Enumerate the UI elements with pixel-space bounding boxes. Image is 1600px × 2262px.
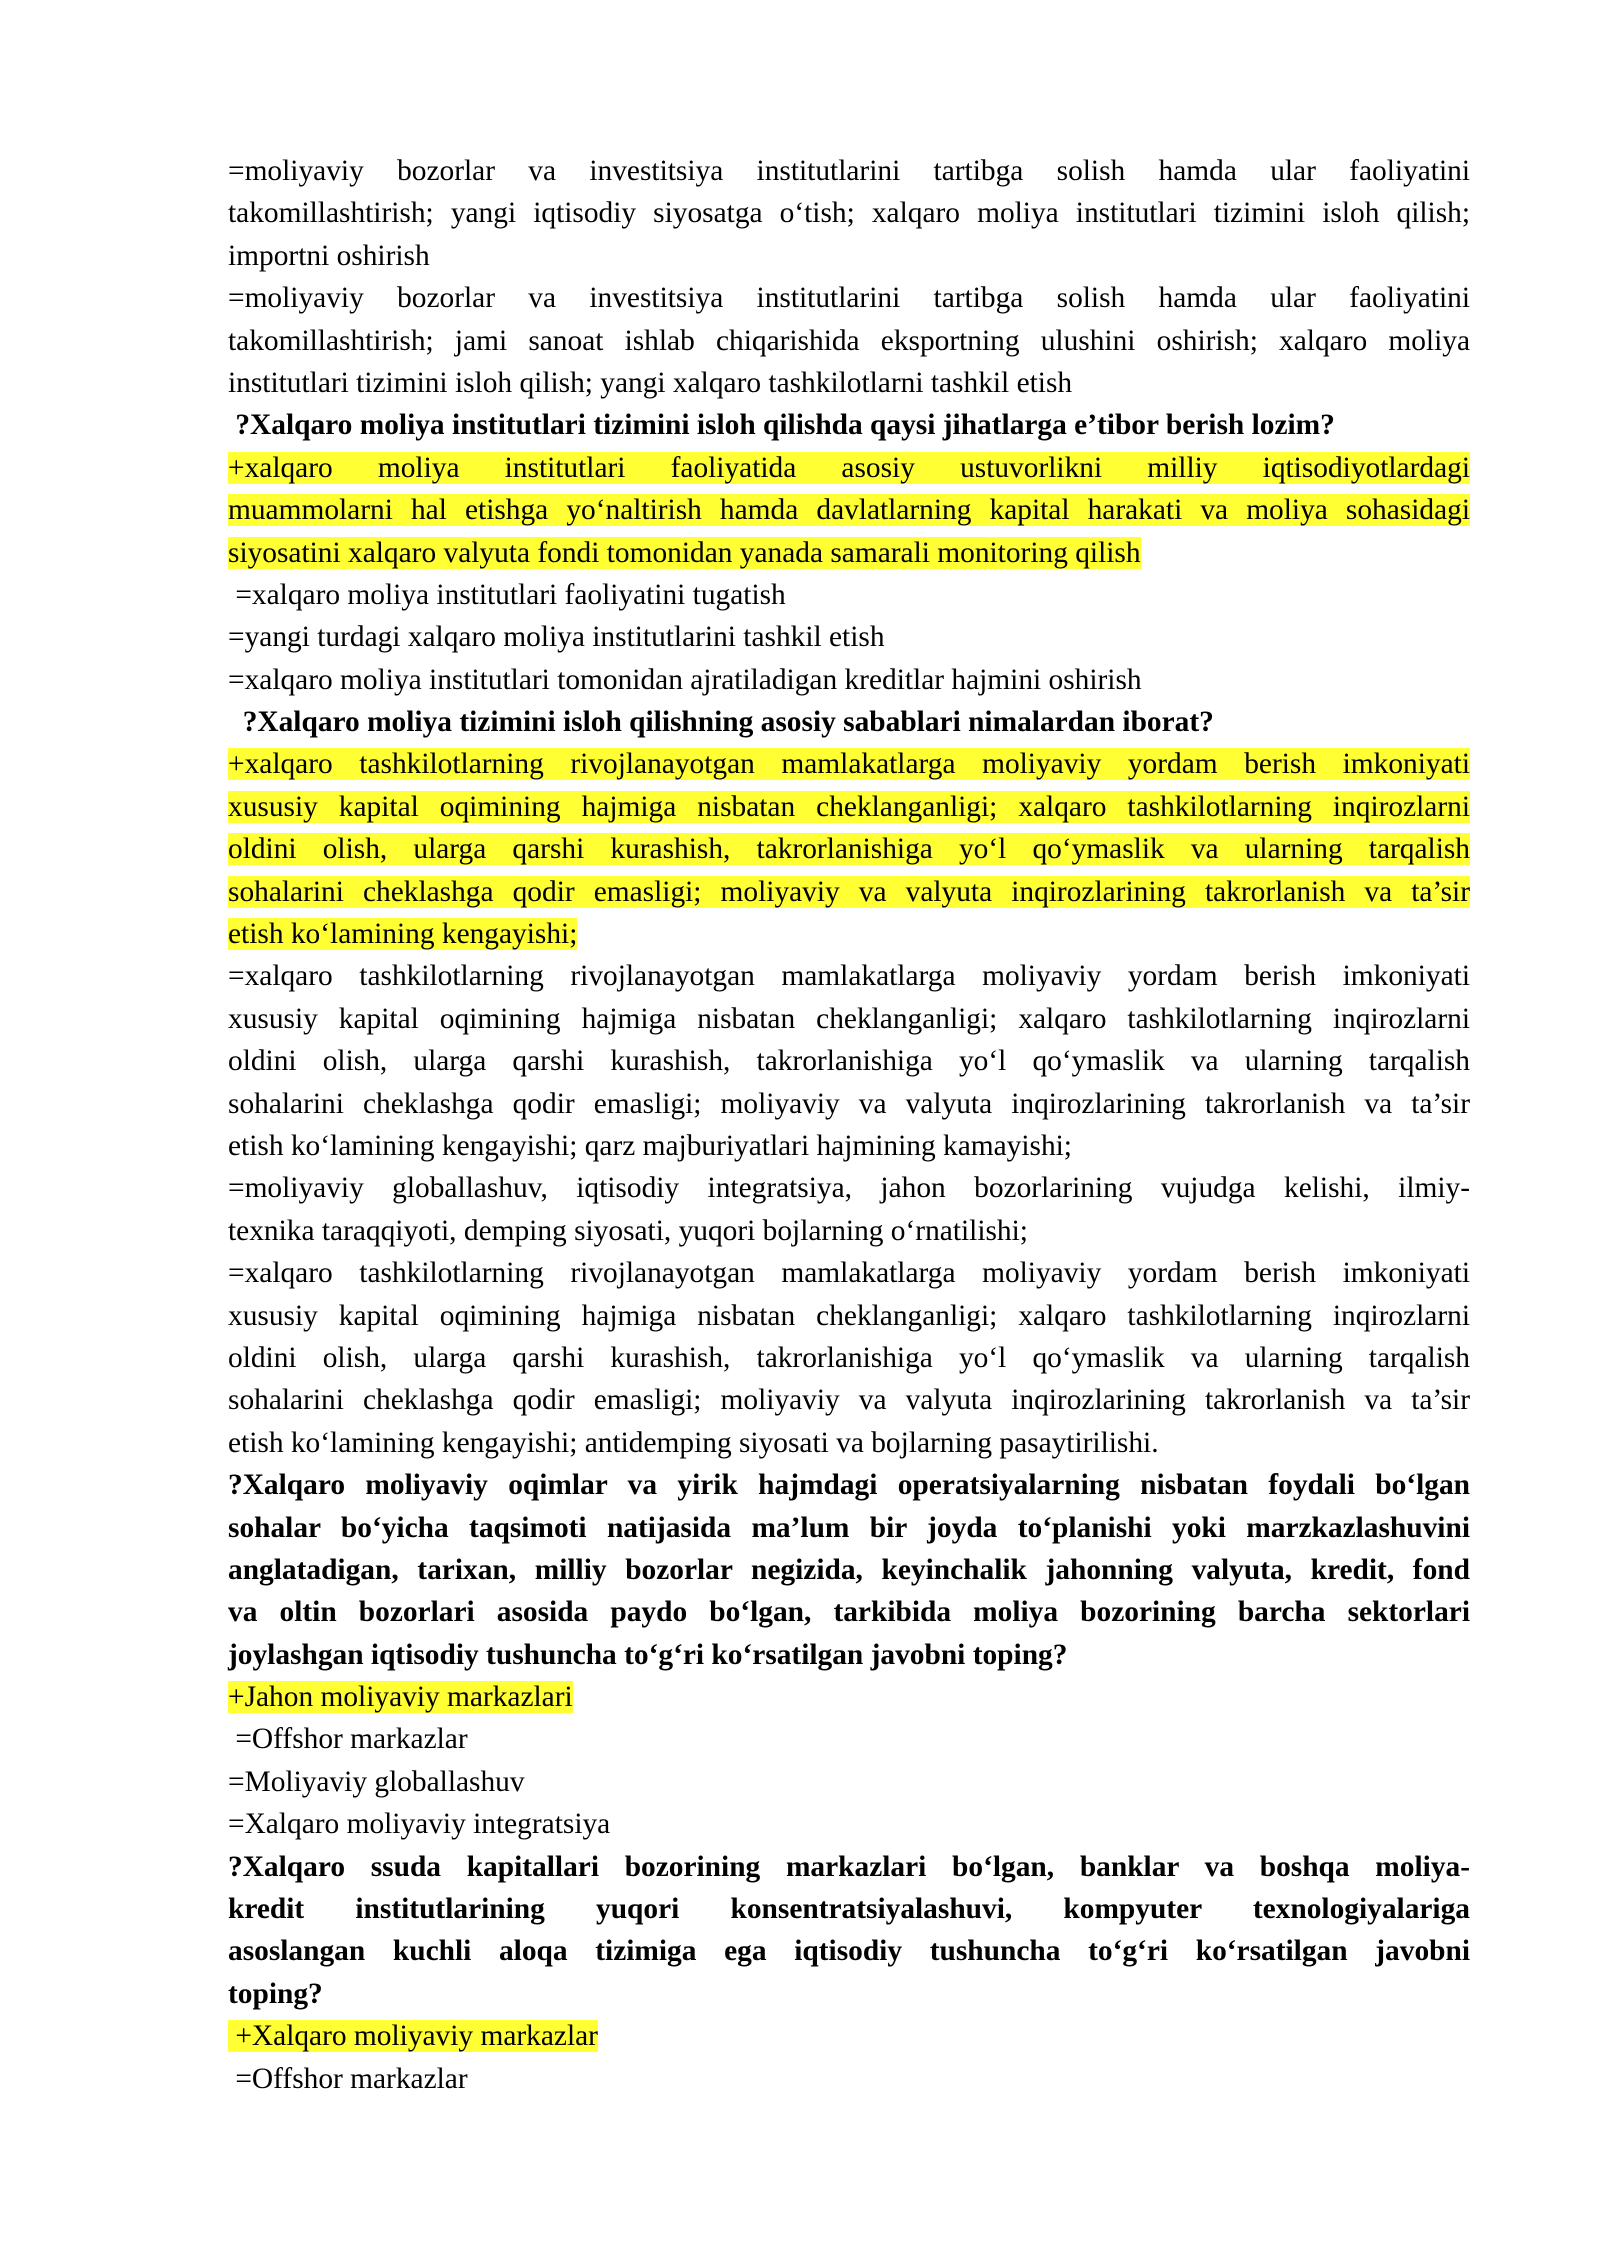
line-text: =moliyaviy globallashuv, iqtisodiy integratsiya, jahon bozorlarining vujudga kelishi, ilmiy-	[228, 1172, 1470, 1205]
line-text: toping?	[228, 1977, 323, 2010]
correct-answer-line	[228, 1676, 1470, 1718]
answer-line	[228, 574, 1470, 616]
answer-line	[228, 616, 1470, 658]
highlighted-text: +Jahon moliyaviy markazlari	[228, 1681, 573, 1714]
line-text: =xalqaro moliya institutlari faoliyatini tugatish	[228, 578, 786, 611]
correct-answer-line	[228, 913, 1470, 955]
line-text: importni oshirish	[228, 239, 430, 272]
line-text: oldini olish, ularga qarshi kurashish, takrorlanishiga yo‘l qo‘ymaslik va ularning tarqalish	[228, 1341, 1470, 1374]
highlighted-text: sohalarini cheklashga qodir emasligi; moliyaviy va valyuta inqirozlarining takrorlanish va ta’sir	[228, 875, 1470, 908]
question-line	[228, 404, 1470, 446]
line-text: anglatadigan, tarixan, milliy bozorlar negizida, keyinchalik jahonning valyuta, kredit, fond	[228, 1553, 1470, 1586]
line-text: =Offshor markazlar	[228, 1723, 468, 1756]
line-text: =moliyaviy bozorlar va investitsiya institutlarini tartibga solish hamda ular faoliyatini	[228, 155, 1470, 187]
answer-line	[228, 2058, 1470, 2100]
answer-line	[228, 1761, 1470, 1803]
answer-line	[228, 1379, 1470, 1421]
line-text: ?Xalqaro moliya tizimini isloh qilishning asosiy sabablari nimalardan iborat?	[228, 706, 1214, 739]
highlighted-text: siyosatini xalqaro valyuta fondi tomonidan yanada samarali monitoring qilish	[228, 536, 1141, 569]
answer-line	[228, 998, 1470, 1040]
answer-line	[228, 1718, 1470, 1760]
line-text: etish ko‘lamining kengayishi; qarz majburiyatlari hajmining kamayishi;	[228, 1129, 1072, 1162]
answer-line	[228, 192, 1470, 234]
answer-line	[228, 1210, 1470, 1252]
line-text: =xalqaro tashkilotlarning rivojlanayotgan mamlakatlarga moliyaviy yordam berish imkoniyati	[228, 1257, 1470, 1290]
line-text: institutlari tizimini isloh qilish; yangi xalqaro tashkilotlarni tashkil etish	[228, 366, 1073, 399]
answer-line	[228, 1083, 1470, 1125]
correct-answer-line	[228, 2015, 1470, 2057]
line-text: kredit institutlarining yuqori konsentratsiyalashuvi, kompyuter texnologiyalariga	[228, 1893, 1470, 1926]
line-text: sohalarini cheklashga qodir emasligi; moliyaviy va valyuta inqirozlarining takrorlanish va ta’sir	[228, 1384, 1470, 1417]
question-line	[228, 1634, 1470, 1676]
question-line	[228, 1846, 1470, 1888]
answer-line	[228, 1252, 1470, 1294]
correct-answer-line	[228, 871, 1470, 913]
question-line	[228, 1549, 1470, 1591]
highlighted-text: xususiy kapital oqimining hajmiga nisbatan cheklanganligi; xalqaro tashkilotlarning inqirozlarni	[228, 790, 1470, 823]
answer-line	[228, 1125, 1470, 1167]
line-text: sohalar bo‘yicha taqsimoti natijasida ma’lum bir joyda to‘planishi yoki marzkazlashuvini	[228, 1511, 1470, 1544]
line-text: ?Xalqaro moliya institutlari tizimini isloh qilishda qaysi jihatlarga e’tibor berish lozim?	[228, 409, 1335, 442]
line-text: =xalqaro tashkilotlarning rivojlanayotgan mamlakatlarga moliyaviy yordam berish imkoniyati	[228, 960, 1470, 993]
question-line	[228, 1507, 1470, 1549]
correct-answer-line	[228, 532, 1470, 574]
correct-answer-line	[228, 447, 1470, 489]
correct-answer-line	[228, 786, 1470, 828]
line-text: texnika taraqqiyoti, demping siyosati, yuqori bojlarning o‘rnatilishi;	[228, 1214, 1028, 1247]
question-line	[228, 1973, 1470, 2015]
answer-line	[228, 1040, 1470, 1082]
answer-line	[228, 955, 1470, 997]
correct-answer-line	[228, 828, 1470, 870]
line-text: =yangi turdagi xalqaro moliya institutlarini tashkil etish	[228, 621, 885, 654]
line-text: takomillashtirish; jami sanoat ishlab chiqarishida eksportning ulushini oshirish; xalqaro moliya	[228, 324, 1470, 357]
answer-line	[228, 235, 1470, 277]
line-text: joylashgan iqtisodiy tushuncha to‘g‘ri ko‘rsatilgan javobni toping?	[228, 1638, 1068, 1671]
answer-line	[228, 1295, 1470, 1337]
answer-line	[228, 1337, 1470, 1379]
highlighted-text: +Xalqaro moliyaviy markazlar	[228, 2020, 598, 2053]
line-text: asoslangan kuchli aloqa tizimiga ega iqtisodiy tushuncha to‘g‘ri ko‘rsatilgan javobni	[228, 1935, 1470, 1968]
line-text: =Offshor markazlar	[228, 2062, 468, 2095]
line-text: =xalqaro moliya institutlari tomonidan ajratiladigan kreditlar hajmini oshirish	[228, 663, 1142, 696]
highlighted-text: oldini olish, ularga qarshi kurashish, takrorlanishiga yo‘l qo‘ymaslik va ularning tarqalish	[228, 833, 1470, 866]
question-line	[228, 1930, 1470, 1972]
line-text: va oltin bozorlari asosida paydo bo‘lgan, tarkibida moliya bozorining barcha sektorlari	[228, 1596, 1470, 1629]
highlighted-text: etish ko‘lamining kengayishi;	[228, 918, 578, 951]
line-text: =Moliyaviy globallashuv	[228, 1765, 525, 1798]
correct-answer-line	[228, 489, 1470, 531]
answer-line	[228, 659, 1470, 701]
question-line	[228, 1591, 1470, 1633]
correct-answer-line	[228, 743, 1470, 785]
line-text: takomillashtirish; yangi iqtisodiy siyosatga o‘tish; xalqaro moliya institutlari tizimini isloh qilish;	[228, 197, 1470, 230]
answer-line	[228, 1422, 1470, 1464]
line-text: etish ko‘lamining kengayishi; antidemping siyosati va bojlarning pasaytirilishi.	[228, 1426, 1159, 1459]
answer-line	[228, 362, 1470, 404]
answer-line	[228, 1167, 1470, 1209]
question-line	[228, 1888, 1470, 1930]
question-line	[228, 1464, 1470, 1506]
highlighted-text: +xalqaro tashkilotlarning rivojlanayotgan mamlakatlarga moliyaviy yordam berish imkoniyati	[228, 748, 1470, 781]
highlighted-text: +xalqaro moliya institutlari faoliyatida asosiy ustuvorlikni milliy iqtisodiyotlardagi	[228, 451, 1470, 484]
line-text: =moliyaviy bozorlar va investitsiya institutlarini tartibga solish hamda ular faoliyatini	[228, 282, 1470, 315]
line-text: xususiy kapital oqimining hajmiga nisbatan cheklanganligi; xalqaro tashkilotlarning inqirozlarni	[228, 1299, 1470, 1332]
line-text: oldini olish, ularga qarshi kurashish, takrorlanishiga yo‘l qo‘ymaslik va ularning tarqalish	[228, 1045, 1470, 1078]
document-page	[228, 150, 1470, 2100]
line-text: =Xalqaro moliyaviy integratsiya	[228, 1808, 611, 1841]
answer-line	[228, 320, 1470, 362]
answer-line	[228, 150, 1470, 192]
line-text: ?Xalqaro ssuda kapitallari bozorining markazlari bo‘lgan, banklar va boshqa moliya-	[228, 1850, 1470, 1883]
line-text: ?Xalqaro moliyaviy oqimlar va yirik hajmdagi operatsiyalarning nisbatan foydali bo‘lgan	[228, 1469, 1470, 1502]
question-line	[228, 701, 1470, 743]
answer-line	[228, 1803, 1470, 1845]
line-text: sohalarini cheklashga qodir emasligi; moliyaviy va valyuta inqirozlarining takrorlanish va ta’sir	[228, 1087, 1470, 1120]
highlighted-text: muammolarni hal etishga yo‘naltirish hamda davlatlarning kapital harakati va moliya sohasidagi	[228, 494, 1470, 527]
line-text: xususiy kapital oqimining hajmiga nisbatan cheklanganligi; xalqaro tashkilotlarning inqirozlarni	[228, 1002, 1470, 1035]
answer-line	[228, 277, 1470, 319]
